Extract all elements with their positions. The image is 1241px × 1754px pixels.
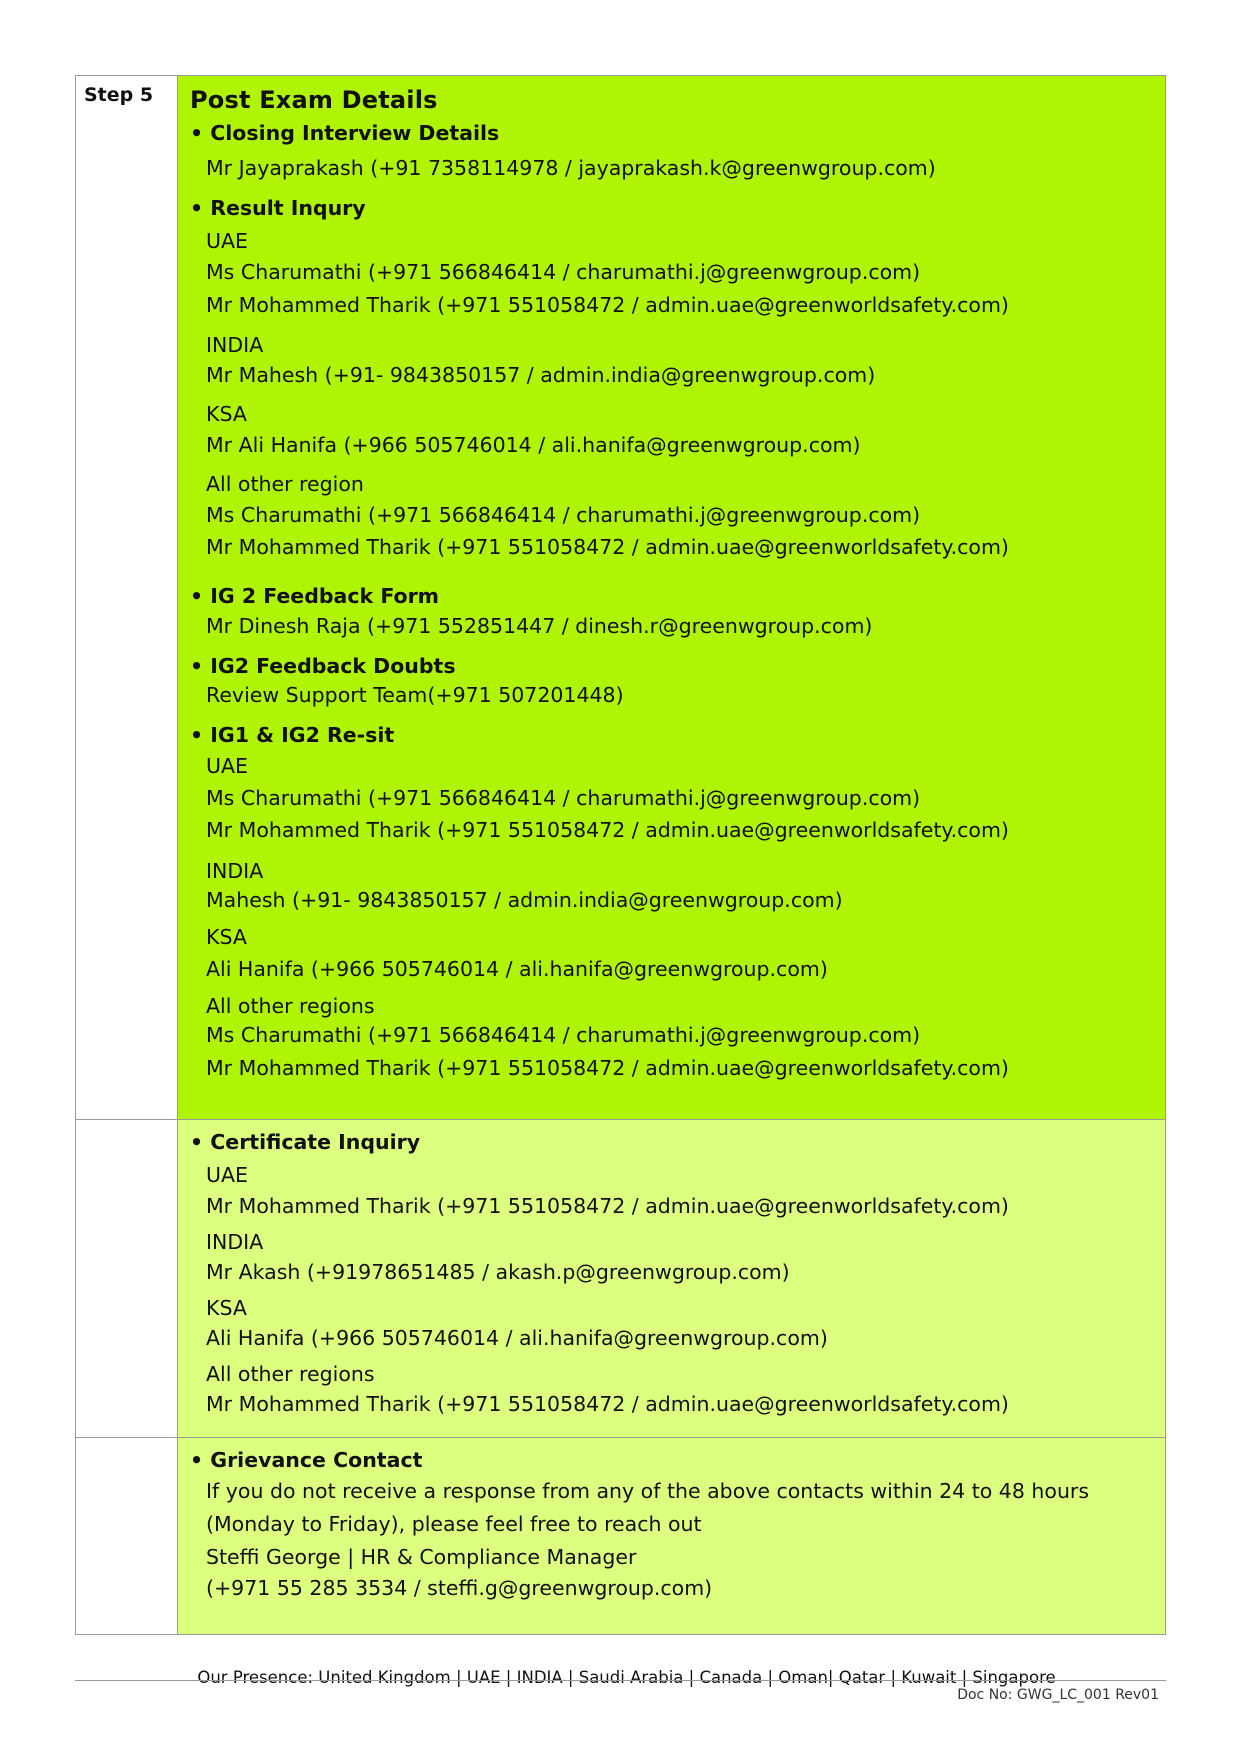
certificate-ksa-contact: Ali Hanifa (+966 505746014 / ali.hanifa@greenwgroup.com) [206,1326,828,1350]
certificate-other-label: All other regions [206,1361,375,1386]
doc-number: Doc No: GWG_LC_001 Rev01 [957,1687,1159,1703]
ig2-feedback-doubts-heading: • IG2 Feedback Doubts [190,653,456,678]
result-uae-contact-2: Mr Mohammed Tharik (+971 551058472 / admin.uae@greenworldsafety.com) [206,292,1009,317]
resit-other-contact-2: Mr Mohammed Tharik (+971 551058472 / admin.uae@greenworldsafety.com) [206,1055,1009,1080]
grievance-contact: (+971 55 285 3534 / steffi.g@greenwgroup.com) [206,1576,713,1600]
result-ksa-label: KSA [206,402,247,426]
resit-uae-label: UAE [206,754,248,778]
table-row [76,76,1165,1119]
certificate-uae-contact: Mr Mohammed Tharik (+971 551058472 / admin.uae@greenworldsafety.com) [206,1194,1009,1218]
ig2-feedback-form-contact: Mr Dinesh Raja (+971 552851447 / dinesh.r@greenwgroup.com) [206,614,873,638]
resit-uae-contact-2: Mr Mohammed Tharik (+971 551058472 / admin.uae@greenworldsafety.com) [206,818,1009,842]
step-cell [76,76,178,1119]
resit-india-contact: Mahesh (+91- 9843850157 / admin.india@greenwgroup.com) [206,888,843,912]
certificate-ksa-label: KSA [206,1295,247,1320]
result-other-contact-2: Mr Mohammed Tharik (+971 551058472 / admin.uae@greenworldsafety.com) [206,535,1009,559]
footer-presence: Our Presence: United Kingdom | UAE | INDIA | Saudi Arabia | Canada | Oman| Qatar | Kuwait | Singapore [197,1668,1056,1687]
resit-other-label: All other regions [206,993,375,1018]
certificate-india-label: INDIA [206,1229,264,1254]
result-india-label: INDIA [206,333,264,357]
page-title: Post Exam Details [190,86,438,114]
certificate-india-contact: Mr Akash (+91978651485 / akash.p@greenwgroup.com) [206,1260,790,1284]
certificate-cell [178,1120,1165,1437]
resit-other-contact-1: Ms Charumathi (+971 566846414 / charumathi.j@greenwgroup.com) [206,1023,921,1047]
result-inquiry-heading: • Result Inqury [190,196,366,220]
closing-interview-heading: • Closing Interview Details [190,121,500,145]
details-cell [178,76,1165,1119]
table-row [76,1119,1165,1437]
empty-cell [76,1120,178,1437]
grievance-cell [178,1438,1165,1634]
result-india-contact: Mr Mahesh (+91- 9843850157 / admin.india@greenwgroup.com) [206,362,876,387]
resit-india-label: INDIA [206,858,264,883]
grievance-heading: • Grievance Contact [190,1448,423,1472]
step-label: Step 5 [84,84,154,106]
closing-interview-contact: Mr Jayaprakash (+91 7358114978 / jayaprakash.k@greenwgroup.com) [206,155,936,180]
ig2-feedback-form-heading: • IG 2 Feedback Form [190,583,440,608]
resit-uae-contact-1: Ms Charumathi (+971 566846414 / charumathi.j@greenwgroup.com) [206,785,921,810]
result-ksa-contact: Mr Ali Hanifa (+966 505746014 / ali.hanifa@greenwgroup.com) [206,432,861,457]
certificate-heading: • Certificate Inquiry [190,1130,421,1154]
resit-heading: • IG1 & IG2 Re-sit [190,722,395,747]
empty-cell [76,1438,178,1634]
grievance-name: Steffi George | HR & Compliance Manager [206,1544,637,1569]
certificate-uae-label: UAE [206,1162,248,1187]
resit-ksa-label: KSA [206,924,247,949]
certificate-other-contact: Mr Mohammed Tharik (+971 551058472 / admin.uae@greenworldsafety.com) [206,1392,1009,1416]
result-other-label: All other region [206,472,364,496]
footer-divider [75,1680,1166,1681]
grievance-text: If you do not receive a response from any of the above contacts within 24 to 48 hours (Monday to Friday), please feel free to reach out [206,1478,1090,1536]
result-other-contact-1: Ms Charumathi (+971 566846414 / charumathi.j@greenwgroup.com) [206,502,921,527]
result-uae-contact-1: Ms Charumathi (+971 566846414 / charumathi.j@greenwgroup.com) [206,260,921,284]
table-row [76,1437,1165,1634]
result-uae-label: UAE [206,228,248,253]
ig2-feedback-doubts-contact: Review Support Team(+971 507201448) [206,683,624,707]
post-exam-table [75,75,1166,1635]
resit-ksa-contact: Ali Hanifa (+966 505746014 / ali.hanifa@greenwgroup.com) [206,957,828,981]
